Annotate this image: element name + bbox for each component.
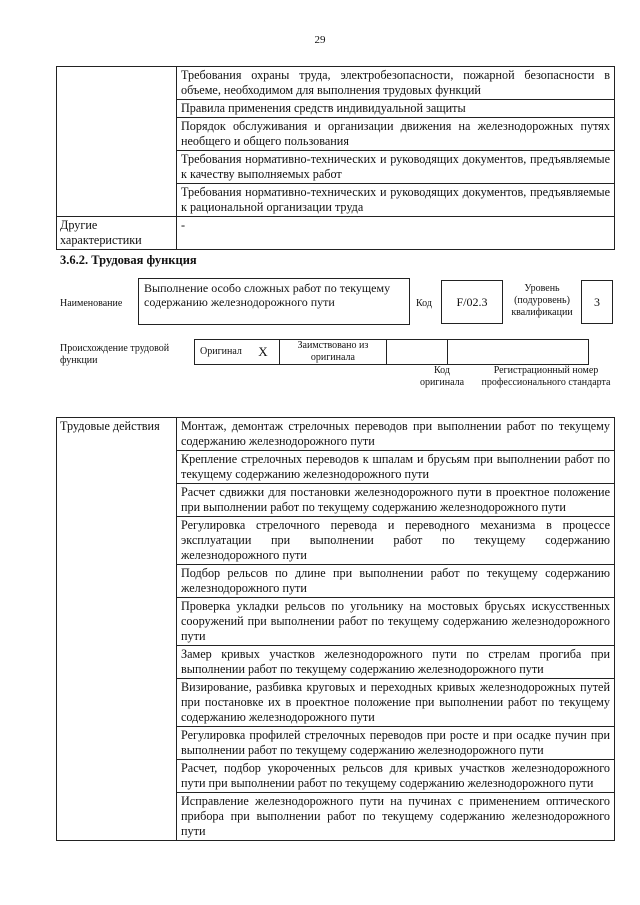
original-mark: X bbox=[247, 340, 280, 365]
table-cell: Проверка укладки рельсов по угольнику на мостовых брусьях искусственных сооружений при выполнении работ по текущему содержанию железнодорожного пути bbox=[177, 598, 615, 646]
original-label: Оригинал bbox=[195, 340, 247, 365]
table-row bbox=[57, 217, 615, 250]
page-number: 29 bbox=[314, 34, 326, 46]
table-cell: Визирование, разбивка круговых и переходных кривых железнодорожных путей при постановке их в проектное положение при выполнении работ по текущему содержанию железнодорожного пути bbox=[177, 679, 615, 727]
requirements-table bbox=[56, 66, 615, 250]
other-characteristics-label: Другие характеристики bbox=[57, 217, 177, 250]
origin-label: Происхождение трудовой функции bbox=[60, 343, 170, 366]
table-cell: Требования нормативно-технических и руководящих документов, предъявляемые к рациональной организации труда bbox=[177, 184, 615, 217]
borrowed-label: Заимствовано из оригинала bbox=[279, 340, 386, 365]
table-cell: Замер кривых участков железнодорожного пути по стрелам прогиба при выполнении работ по текущему содержанию железнодорожного пути bbox=[177, 646, 615, 679]
table-cell: Подбор рельсов по длине при выполнении работ по текущему содержанию железнодорожного пути bbox=[177, 565, 615, 598]
table-cell: Порядок обслуживания и организации движения на железнодорожных путях необщего и общего пользования bbox=[177, 118, 615, 151]
section-heading: 3.6.2. Трудовая функция bbox=[60, 253, 197, 267]
other-characteristics-value: - bbox=[177, 217, 615, 250]
reg-number-cell bbox=[447, 340, 588, 365]
table-cell: Требования охраны труда, электробезопасности, пожарной безопасности в объеме, необходимом для выполнения трудовых функций bbox=[177, 67, 615, 100]
code-label: Код bbox=[416, 298, 432, 309]
table-cell: Регулировка стрелочного перевода и переводного механизма в процессе эксплуатации при выполнении работ по текущему содержанию железнодорожного пути bbox=[177, 517, 615, 565]
qualification-level-value: 3 bbox=[581, 280, 613, 324]
table-cell: Крепление стрелочных переводов к шпалам и брусьям при выполнении работ по текущему содержанию железнодорожного пути bbox=[177, 451, 615, 484]
code-original-label: Код оригинала bbox=[419, 365, 465, 388]
table-cell: Исправление железнодорожного пути на пучинах с применением оптического прибора при выполнении работ по текущему содержанию железнодорожного пути bbox=[177, 793, 615, 841]
origin-table bbox=[194, 339, 589, 365]
qualification-level-label: Уровень (подуровень) квалификации bbox=[511, 283, 573, 318]
table-cell: Монтаж, демонтаж стрелочных переводов при выполнении работ по текущему содержанию железнодорожного пути bbox=[177, 418, 615, 451]
table-cell: Правила применения средств индивидуальной защиты bbox=[177, 100, 615, 118]
table-row bbox=[57, 418, 615, 451]
table-row bbox=[195, 340, 589, 365]
code-original-cell bbox=[386, 340, 447, 365]
reg-number-label: Регистрационный номер профессионального стандарта bbox=[481, 365, 611, 388]
function-name-value: Выполнение особо сложных работ по текущему содержанию железнодорожного пути bbox=[138, 278, 410, 325]
table-cell: Расчет сдвижки для постановки железнодорожного пути в проектное положение при выполнении работ по текущему содержанию железнодорожного пути bbox=[177, 484, 615, 517]
table-cell: Требования нормативно-технических и руководящих документов, предъявляемые к качеству выполняемых работ bbox=[177, 151, 615, 184]
empty-label-cell bbox=[57, 67, 177, 217]
name-label: Наименование bbox=[60, 298, 123, 309]
labor-actions-label: Трудовые действия bbox=[57, 418, 177, 841]
table-cell: Расчет, подбор укороченных рельсов для кривых участков железнодорожного пути при выполнении работ по текущему содержанию железнодорожного пути bbox=[177, 760, 615, 793]
function-code-value: F/02.3 bbox=[441, 280, 503, 324]
labor-actions-table bbox=[56, 417, 615, 841]
table-row bbox=[57, 67, 615, 100]
table-cell: Регулировка профилей стрелочных переводов при росте и при осадке пучин при выполнении работ по текущему содержанию железнодорожного пути bbox=[177, 727, 615, 760]
